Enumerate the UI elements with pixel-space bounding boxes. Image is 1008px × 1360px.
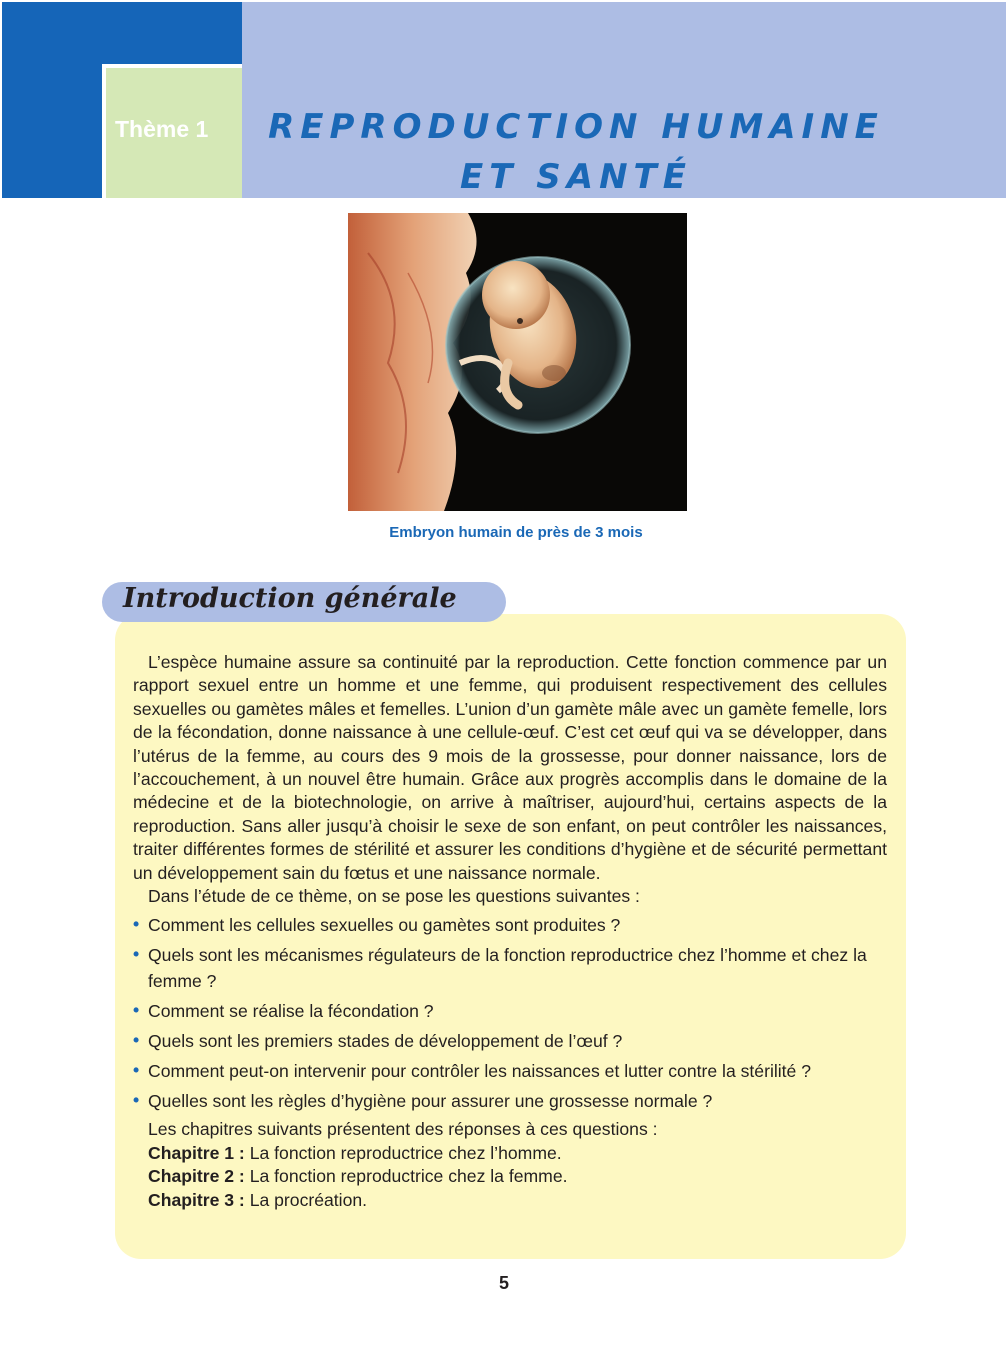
list-item: • Comment se réalise la fécondation ?	[133, 998, 887, 1024]
bullet-icon: •	[133, 914, 140, 935]
chapter-title: La fonction reproductrice chez la femme.	[249, 1166, 568, 1187]
chapter-list	[133, 1118, 887, 1212]
list-item: • Comment les cellules sexuelles ou gamètes sont produites ?	[133, 912, 887, 938]
chapter-label: Chapitre 2 :	[148, 1166, 245, 1187]
bullet-icon: •	[133, 1090, 140, 1111]
question-list	[133, 912, 887, 1114]
bullet-icon: •	[133, 944, 140, 965]
bullet-icon: •	[133, 1000, 140, 1021]
page-title: REPRODUCTION HUMAINE ET SANTÉ	[268, 107, 884, 197]
embryo-photo	[348, 213, 687, 511]
bullet-icon: •	[133, 1030, 140, 1051]
chapter-title: La procréation.	[249, 1189, 368, 1210]
introduction-heading: Introduction générale	[123, 583, 457, 614]
embryo-illustration	[348, 213, 687, 511]
introduction-text	[133, 651, 887, 1212]
chapter-item	[133, 1189, 887, 1212]
intro-paragraph: L’espèce humaine assure sa continuité par la reproduction. Cette fonction commence par un rapport sexuel entre un homme et une femme, qui produisent respectivement des cellules sexuelles ou gamètes mâles et femelles. L’union d’un gamète mâle avec un gamète femelle, lors de la fécondation, donne naissance à une cellule-œuf. C’est cet œuf qui va se développer, dans l’utérus de la femme, au cours des 9 mois de la grossesse, pour donner naissance, lors de l’accouchement, à un nouvel être humain. Grâce aux progrès accomplis dans le domaine de la médecine et de la biotechnologie, on arrive à maîtriser, aujourd’hui, certains aspects de la reproduction. Sans aller jusqu’à choisir le sexe de son enfant, on peut contrôler les naissances, traiter différentes formes de stérilité et assurer les conditions d’hygiène et de sécurité permettant un développement sain du fœtus et une naissance normale.	[133, 652, 887, 883]
page-number: 5	[498, 1273, 509, 1293]
chapter-label: Chapitre 1 :	[148, 1142, 245, 1163]
bullet-icon: •	[133, 1060, 140, 1081]
theme-label: Thème 1	[115, 116, 209, 142]
chapter-label: Chapitre 3 :	[148, 1189, 245, 1210]
list-item: • Quelles sont les règles d’hygiène pour assurer une grossesse normale ?	[133, 1088, 887, 1114]
chapters-intro: Les chapitres suivants présentent des réponses à ces questions :	[148, 1119, 658, 1140]
questions-intro: Dans l’étude de ce thème, on se pose les questions suivantes :	[148, 886, 640, 907]
chapter-item	[133, 1165, 887, 1188]
figure-caption: Embryon humain de près de 3 mois	[389, 524, 643, 541]
list-item: • Quels sont les premiers stades de développement de l’œuf ?	[133, 1028, 887, 1054]
chapter-item	[133, 1142, 887, 1165]
list-item: • Comment peut-on intervenir pour contrôler les naissances et lutter contre la stérilité ?	[133, 1058, 887, 1084]
chapter-title: La fonction reproductrice chez l’homme.	[249, 1142, 562, 1163]
list-item: • Quels sont les mécanismes régulateurs de la fonction reproductrice chez l’homme et chez la femme ?	[133, 942, 887, 994]
